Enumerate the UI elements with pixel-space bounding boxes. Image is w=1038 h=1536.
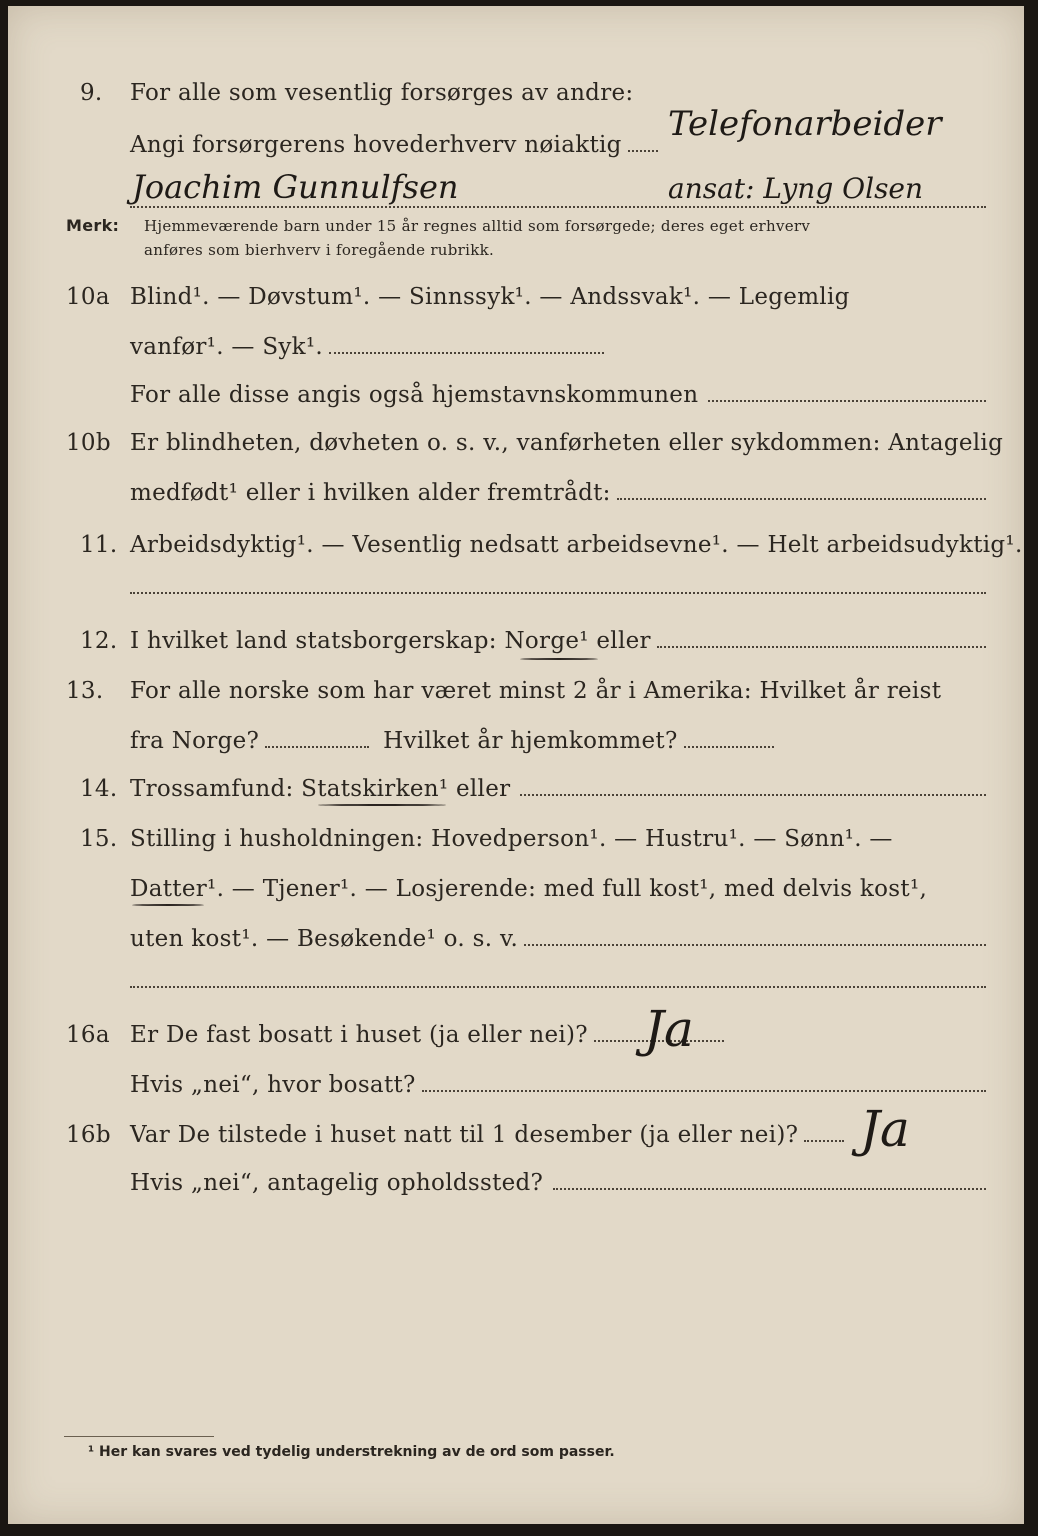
q9-handwritten-name: Joachim Gunnulfsen <box>132 168 459 206</box>
q9-answer-line <box>130 206 986 208</box>
norge-underline <box>520 658 598 660</box>
q11-answer-line <box>130 592 986 594</box>
q9-handwritten-employer: ansat: Lyng Olsen <box>668 172 924 205</box>
census-form-page: 9. For alle som vesentlig forsørges av andre: Telefonarbeider Angi forsørgerens hovederhverv nøiaktig Joachim Gunnulfsen ansat: Lyng Olsen Merk: Hjemmeværende barn under 15 år regnes alltid som forsørgede; deres eget erhverv anføres som bierhverv i foregående rubrikk. 10a Blind¹. — Døvstum¹. — Sinnssyk¹. — Andssvak¹. — Legemlig vanfør¹. — Syk¹. For alle disse angis også hjemstavnskommunen 10b Er blindheten, døvheten o. s. v., vanførheten eller sykdommen: Antagelig medfødt¹ eller i hvilken alder fremtrådt: 11. Arbeidsdyktig¹. — Vesentlig nedsatt arbeidsevne¹. — Helt arbeidsudyktig¹. 12. I hvilket land statsborgerskap: Norge¹ eller 13. For alle norske som har været minst 2 år i Amerika: Hvilket år reist fra Norge? Hvilket år hjemkommet? 14. Trossamfund: Statskirken¹ eller 15. Stilling i husholdningen: Hovedperson¹. — Hustru¹. — Sønn¹. — Datter¹. — Tjener¹. — Losjerende: med full kost¹, med delvis kost¹, uten kost¹. — Besøkende¹ o. s. v. 16a Er De fast bosatt i huset (ja eller nei)? Ja Hvis „nei“, hvor bosatt? 16b Var De tilstede i huset natt til 1 desember (ja eller nei)? Ja Hvis „nei“, antagelig opholdssted? ¹ Her kan svares ved tydelig understrekning av de ord som passer. <box>8 6 1024 1524</box>
statskirken-underline <box>318 804 446 806</box>
footnote: ¹ Her kan svares ved tydelig understrekning av de ord som passer. <box>88 1444 615 1460</box>
q16a-handwritten-answer: Ja <box>644 1000 694 1058</box>
datter-underline <box>132 904 204 906</box>
merk-label: Merk: <box>66 216 120 235</box>
q15-answer-line <box>130 986 986 988</box>
q16b-handwritten-answer: Ja <box>860 1100 910 1158</box>
q9-number: 9. <box>80 80 103 106</box>
q9-handwritten-occupation: Telefonarbeider <box>668 104 942 144</box>
footnote-rule <box>64 1436 214 1437</box>
